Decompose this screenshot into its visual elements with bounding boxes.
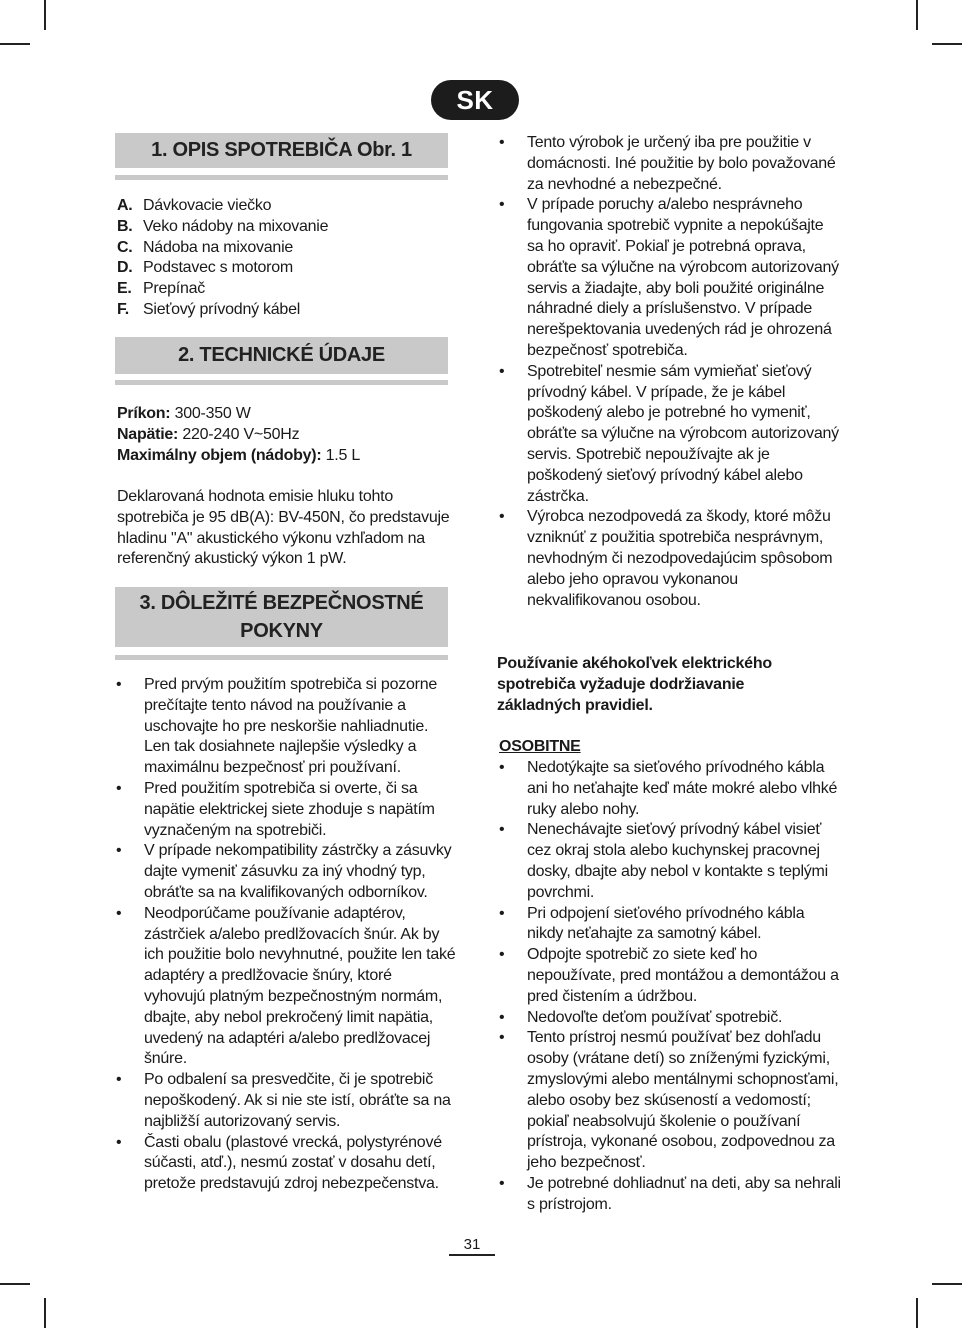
technical-specs [117,404,457,466]
special-list [499,758,842,1216]
list-item: • Nedovoľte deťom používať spotrebič. [499,1008,842,1029]
list-item: B. Veko nádoby na mixovanie [117,217,329,235]
general-rules-note: Používanie akéhokoľvek elektrického spotrebiča vyžaduje dodržiavanie základných pravidiel. [497,655,772,714]
section-divider [115,655,448,660]
list-item: • Časti obalu (plastové vrecká, polystyrénové súčasti, atď.), nesmú zostať v dosahu detí, pretože predstavujú zdroj nebezpečenstva. [116,1133,456,1195]
special-heading: OSOBITNE [499,738,581,755]
crop-mark [932,1283,962,1285]
section-divider [115,175,448,180]
list-item: C. Nádoba na mixovanie [117,238,294,256]
list-item: • Je potrebné dohliadnuť na deti, aby sa nehrali s prístrojom. [499,1174,842,1216]
section-divider [115,380,448,385]
parts-list [117,196,328,321]
crop-mark [44,0,46,30]
section-3-heading [115,587,448,647]
section-3-title-line1: 3. DÔLEŽITÉ BEZPEČNOSTNÉ [139,592,424,614]
spec-row: Maximálny objem (nádoby): 1.5 L [117,446,360,464]
list-item: • Tento výrobok je určený iba pre použitie v domácnosti. Iné použitie by bolo považované za nevhodné a nebezpečné. [499,133,842,195]
crop-mark [916,0,918,30]
list-item: E. Prepínač [117,280,206,298]
language-badge: SK [431,80,519,120]
list-item: A. Dávkovacie viečko [117,197,272,214]
safety-list-right [499,133,842,611]
list-item: F. Sieťový prívodný kábel [117,300,301,318]
crop-mark [916,1298,918,1328]
noise-declaration: Deklarovaná hodnota emisie hluku tohto spotrebiča je 95 dB(A): BV-450N, čo predstavuje hladinu "A" akustického výkonu vzhľadom na referenčný akustický výkon 1 pW. [117,488,450,568]
crop-mark [44,1298,46,1328]
section-2-title: 2. TECHNICKÉ ÚDAJE [178,344,385,366]
page-number-underline [449,1254,495,1256]
safety-list-left [116,675,456,1195]
list-item: • Neodporúčame používanie adaptérov, zástrčiek a/alebo predlžovacích šnúr. Ak by ich použitie bolo nevyhnutné, použite len také adaptéry a predlžovacie šnúry, ktoré vyhovujú platným bezpečnostným normám, dbajte, aby nebol prekročený limit napätia, uvedený na adaptéri a/alebo predlžovacej šnúre. [116,904,456,1070]
list-item: • Pred prvým použitím spotrebiča si pozorne prečítajte tento návod na používanie a uschovajte ho pre neskoršie nahliadnutie. Len tak dosiahnete najlepšie výsledky a maximálnu bezpečnosť pri používaní. [116,675,456,779]
list-item: • Nedotýkajte sa sieťového prívodného kábla ani ho neťahajte keď máte mokré alebo vlhké ruky alebo nohy. [499,758,842,820]
list-item: D. Podstavec s motorom [117,259,293,277]
section-1-title: 1. OPIS SPOTREBIČA Obr. 1 [151,139,412,161]
list-item: • V prípade poruchy a/alebo nesprávneho fungovania spotrebič vypnite a nepokúšajte sa ho opraviť. Pokiaľ je potrebná oprava, obráťte sa výlučne na výrobcom autorizovaný servis a žiadajte, aby boli použité originálne náhradné diely a príslušenstvo. V prípade nerešpektovania uvedených rád je ohrozená bezpečnosť spotrebiča. [499,195,842,361]
crop-mark [0,1283,30,1285]
list-item: • Pred použitím spotrebiča si overte, či sa napätie elektrickej siete zhoduje s napätím vyznačeným na spotrebiči. [116,779,456,841]
list-item: • Výrobca nezodpovedá za škody, ktoré môžu vzniknúť z použitia spotrebiča nesprávnym, nevhodným či nezodpovedajúcim spôsobom alebo jeho opravou vykonanou nekvalifikovanou osobou. [499,507,842,611]
section-1-heading [115,133,448,168]
list-item: • V prípade nekompatibility zástrčky a zásuvky dajte vymeniť zásuvku za iný vhodný typ, obráťte sa na kvalifikovaných odborníkov. [116,841,456,903]
list-item: • Pri odpojení sieťového prívodného kábla nikdy neťahajte za samotný kábel. [499,904,842,946]
section-3-title-line2: POKYNY [240,620,323,642]
crop-mark [932,43,962,45]
list-item: • Odpojte spotrebič zo siete keď ho nepoužívate, pred montážou a demontážou a pred čistením a údržbou. [499,945,842,1007]
list-item: • Po odbalení sa presvedčite, či je spotrebič nepoškodený. Ak si nie ste istí, obráťte sa na najbližší autorizovaný servis. [116,1070,456,1132]
spec-row: Príkon: 300-350 W [117,405,251,422]
crop-mark [0,43,30,45]
spec-row: Napätie: 220-240 V~50Hz [117,425,300,443]
section-2-heading [115,337,448,374]
list-item: • Nenechávajte sieťový prívodný kábel visieť cez okraj stola alebo kuchynskej pracovnej dosky, dbajte aby nebol v kontakte s teplými povrchmi. [499,820,842,903]
page-number: 31 [463,1236,481,1253]
list-item: • Spotrebiteľ nesmie sám vymieňať sieťový prívodný kábel. V prípade, že je kábel poškodený alebo je potrebné ho vymeniť, obráťte sa výlučne na výrobcom autorizovaný servis. Spotrebič nepoužívajte ak je poškodený sieťový prívodný kábel alebo zástrčka. [499,362,842,508]
list-item: • Tento prístroj nesmú používať bez dohľadu osoby (vrátane detí) so zníženými fyzickými, zmyslovými alebo mentálnymi schopnosťami, alebo osoby bez skúseností a vedomostí; pokiaľ neabsolvujú školenie o používaní prístroja, vykonané osobou, zodpovednou za jeho bezpečnosť. [499,1028,842,1174]
